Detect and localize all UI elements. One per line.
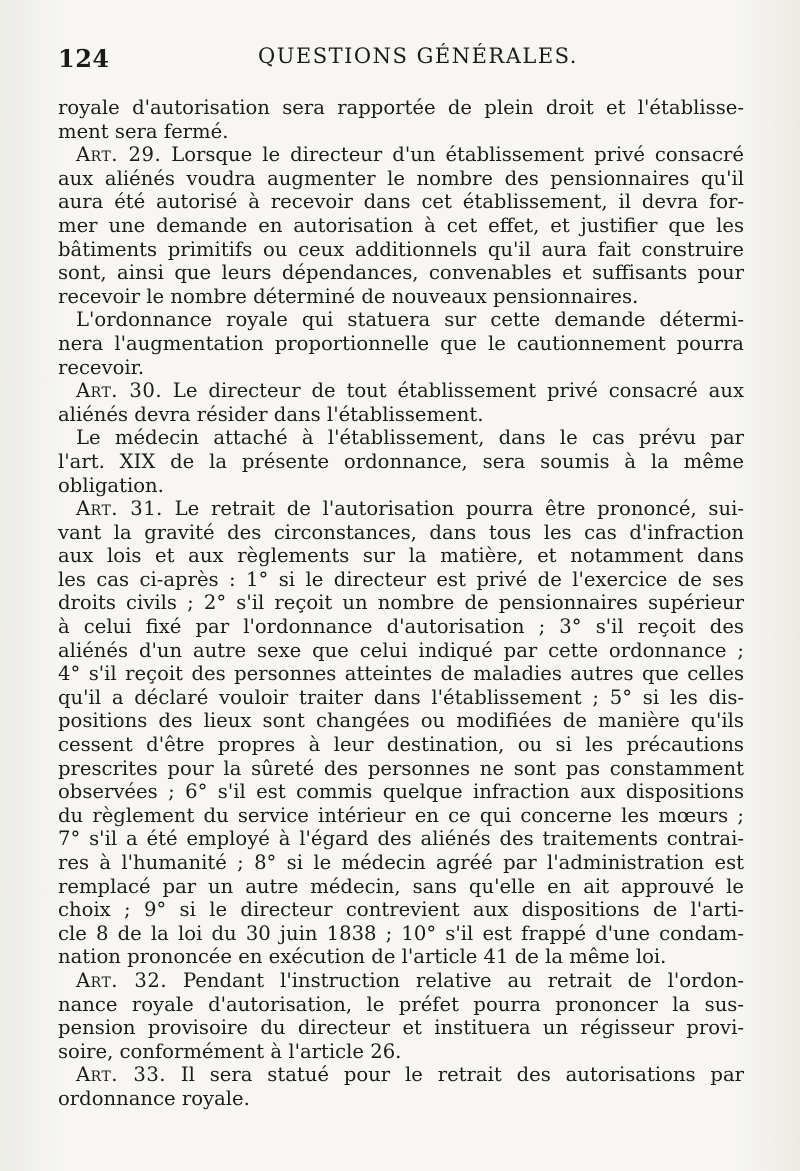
article-label: Art. 33. [76,1063,167,1087]
text-line [58,497,744,521]
line-text: 4° s'il reçoit des personnes atteintes de maladies autres que celles [58,662,744,686]
text-line [58,214,744,238]
text-line [58,521,744,545]
line-text: à celui fixé par l'ordonnance d'autorisation ; 3° s'il reçoit des [58,615,744,639]
line-text: Le directeur de tout établissement privé consacré aux [162,379,744,403]
line-text: droits civils ; 2° s'il reçoit un nombre de pensionnaires supérieur [58,591,744,615]
line-text: aux aliénés voudra augmenter le nombre des pensionnaires qu'il [58,166,744,190]
line-text: Il sera statué pour le retrait des autorisations par [166,1063,745,1087]
text-line [58,332,744,356]
text-line [58,403,744,427]
line-text: positions des lieux sont changées ou modifiées de manière qu'ils [58,709,744,733]
line-text: observées ; 6° s'il est commis quelque infraction aux dispositions [58,780,744,804]
text-line [58,261,744,285]
text-line [58,662,744,686]
text-line [58,615,744,639]
line-text: ordonnance royale. [58,1086,250,1110]
line-text: aux lois et aux règlements sur la matière, et notamment dans [58,544,744,568]
line-text: cle 8 de la loi du 30 juin 1838 ; 10° s'il est frappé d'une condam- [58,921,744,945]
line-text: choix ; 9° si le directeur contrevient aux dispositions de l'arti- [58,898,744,922]
line-text: aura été autorisé à recevoir dans cet établissement, il devra for- [58,190,744,214]
text-line [58,591,744,615]
text-line [58,804,744,828]
text-line [58,96,744,120]
text-line [58,1063,744,1087]
text-line [58,733,744,757]
text-line [58,143,744,167]
line-text: cessent d'être propres à leur destination, ou si les précautions [58,733,744,757]
line-text: aliénés d'un autre sexe que celui indiqué par cette ordonnance ; [58,638,744,662]
line-text: prescrites pour la sûreté des personnes ne sont pas constamment [58,756,744,780]
article-label: Art. 32. [76,968,168,992]
text-line [58,285,744,309]
text-line [58,945,744,969]
article-label: Art. 31. [76,497,163,521]
line-text: res à l'humanité ; 8° si le médecin agréé par l'administration est [58,851,744,874]
text-line [58,308,744,332]
line-text: sont, ainsi que leurs dépendances, convenables et suffisants pour [58,261,744,285]
line-text: obligation. [58,473,164,497]
text-line [58,851,744,875]
text-line [58,426,744,450]
text-line [58,120,744,144]
text-line [58,686,744,710]
line-text: remplacé par un autre médecin, sans qu'elle en ait approuvé le [58,874,744,898]
text-line [58,639,744,663]
line-text: nance royale d'autorisation, le préfet pourra prononcer la sus- [58,992,744,1016]
line-text: bâtiments primitifs ou ceux additionnels qu'il aura fait construire [58,237,744,261]
line-text: ment sera fermé. [58,119,229,143]
text-line [58,1087,744,1111]
line-text: nera l'augmentation proportionnelle que le cautionnement pourra [58,331,744,355]
line-text: Pendant l'instruction relative au retrait de l'ordon- [167,968,745,992]
line-text: pension provisoire du directeur et instituera un régisseur provi- [58,1016,744,1040]
article-label: Art. 30. [76,379,163,403]
line-text: les cas ci-après : 1° si le directeur est privé de l'exercice de ses [58,567,744,591]
text-line [58,709,744,733]
line-text: Le retrait de l'autorisation pourra être prononcé, sui- [162,497,744,521]
text-line [58,757,744,781]
line-text: qu'il a déclaré vouloir traiter dans l'établissement ; 5° si les dis- [58,685,744,709]
line-text: nation prononcée en exécution de l'article 41 de la même loi. [58,945,667,969]
line-text: aliénés devra résider dans l'établissement. [58,402,484,426]
page-number: 124 [58,44,110,73]
text-line [58,568,744,592]
line-text: mer une demande en autorisation à cet effet, et justifier que les [58,213,744,237]
text-line [58,969,744,993]
text-line [58,379,744,403]
text-line [58,167,744,191]
text-line [58,922,744,946]
text-line [58,356,744,380]
line-text: du règlement du service intérieur en ce qui concerne les mœurs ; [58,803,744,827]
text-line [58,1016,744,1040]
line-text: 7° s'il a été employé à l'égard des aliénés des traitements contrai- [58,827,744,851]
line-text: vant la gravité des circonstances, dans tous les cas d'infraction [58,520,744,544]
text-line [58,875,744,899]
text-line [58,474,744,498]
running-title: QUESTIONS GÉNÉRALES. [258,44,578,68]
text-line [58,190,744,214]
line-text: Le médecin attaché à l'établissement, dans le cas prévu par [76,426,744,450]
text-line [58,1040,744,1064]
line-text: l'art. XIX de la présente ordonnance, sera soumis à la même [58,449,744,473]
line-text: royale d'autorisation sera rapportée de plein droit et l'établisse- [58,96,744,119]
text-line [58,827,744,851]
line-text: recevoir le nombre déterminé de nouveaux pensionnaires. [58,284,639,308]
text-line [58,450,744,474]
text-line [58,780,744,804]
page-header [58,44,774,84]
line-text: L'ordonnance royale qui statuera sur cette demande détermi- [76,308,744,332]
text-line [58,898,744,922]
line-text: Lorsque le directeur d'un établissement privé consacré [161,143,744,167]
line-text: recevoir. [58,355,145,379]
article-label: Art. 29. [76,143,162,167]
text-line [58,238,744,262]
text-line [58,544,744,568]
line-text: soire, conformément à l'article 26. [58,1039,402,1063]
text-line [58,993,744,1017]
body-text [58,96,744,1111]
